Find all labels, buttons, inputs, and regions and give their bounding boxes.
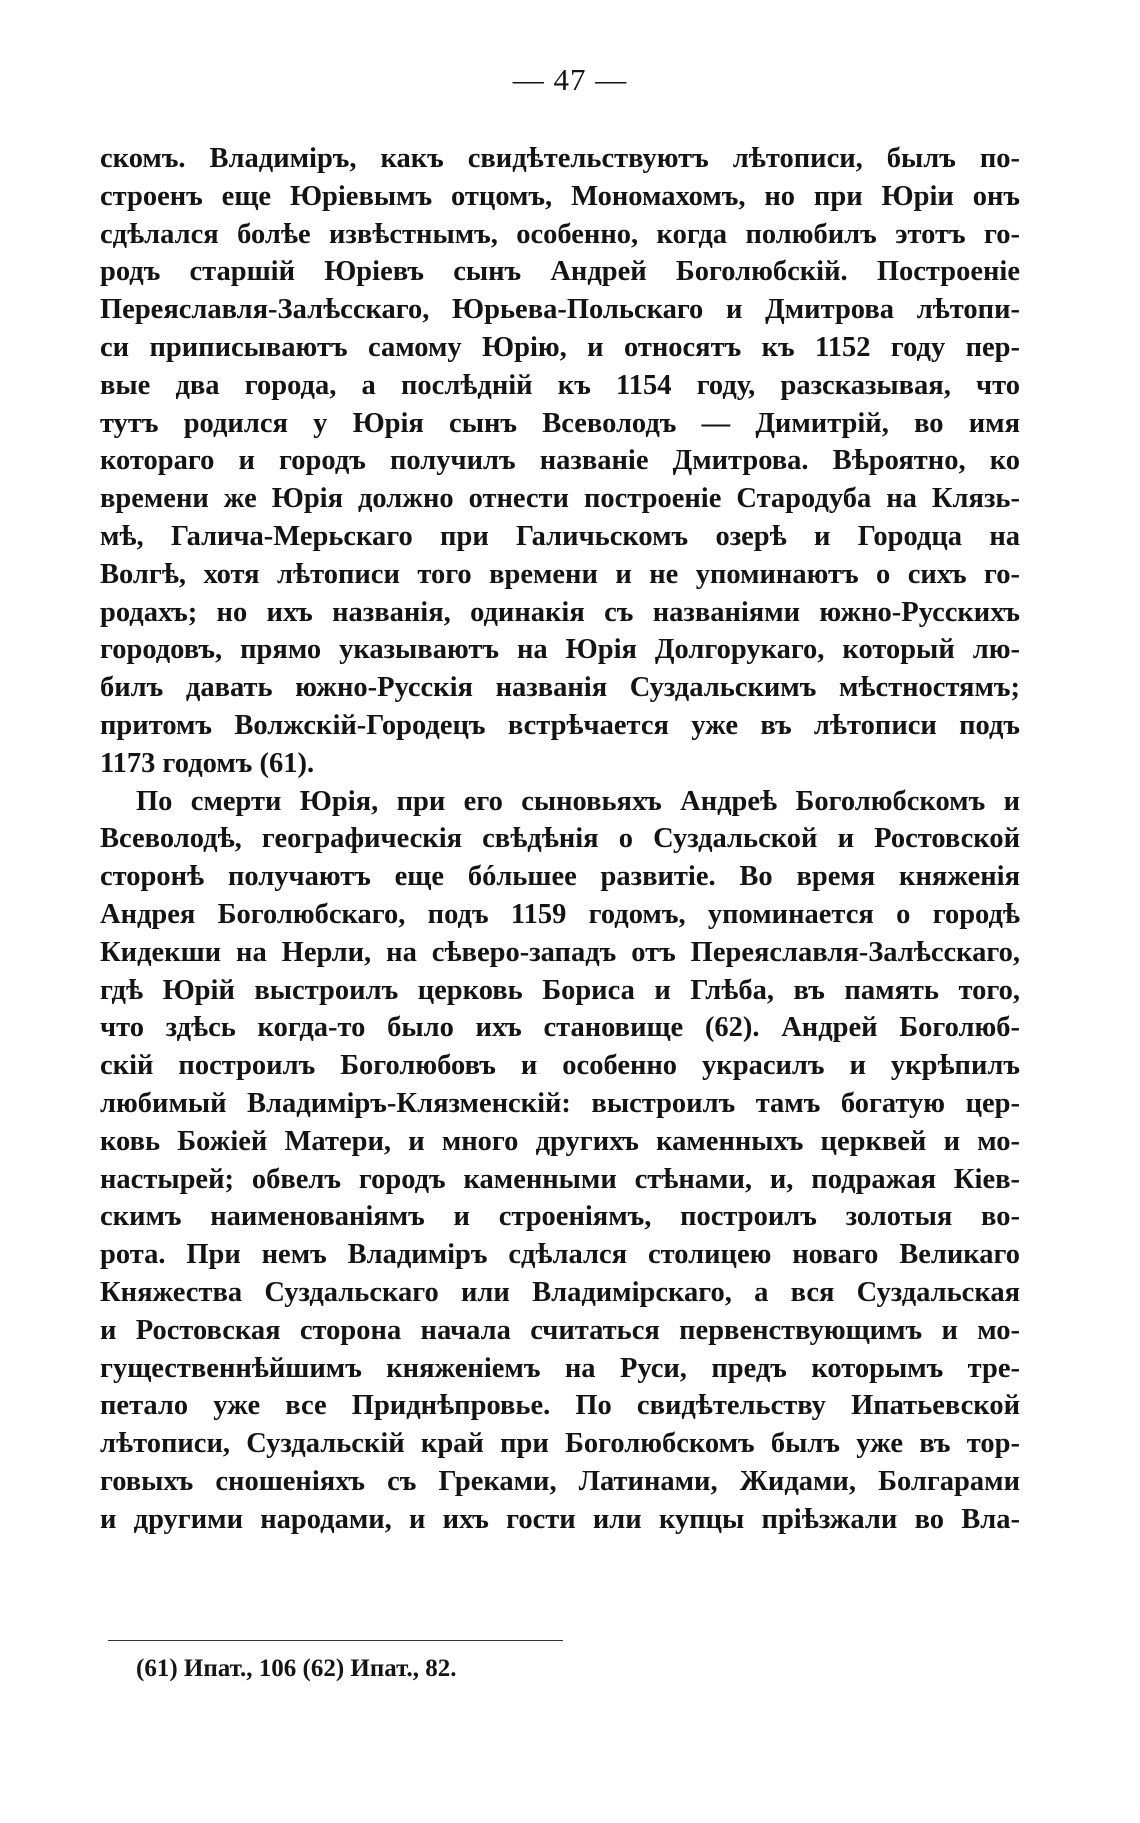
text-line: притомъ Волжскій-Городецъ встрѣчается уже въ лѣтописи подъ: [100, 709, 1020, 741]
text-line: что здѣсь когда-то было ихъ становище (62). Андрей Боголюб-: [100, 1012, 1020, 1044]
text-line: настырей; обвелъ городъ каменными стѣнами, и, подражая Кіев-: [100, 1163, 1020, 1195]
text-line: тутъ родился у Юрія сынъ Всеволодъ — Димитрій, во имя: [100, 407, 1020, 439]
text-line: родъ старшій Юріевъ сынъ Андрей Боголюбскій. Построеніе: [100, 256, 1020, 288]
text-line: си приписываютъ самому Юрію, и относятъ къ 1152 году пер-: [100, 331, 1020, 363]
text-line: Всеволодѣ, географическія свѣдѣнія о Суздальской и Ростовской: [100, 823, 1020, 855]
text-line: времени же Юрія должно отнести построеніе Стародуба на Клязь-: [100, 483, 1020, 515]
text-line: Андрея Боголюбскаго, подъ 1159 годомъ, упоминается о городѣ: [100, 898, 1020, 930]
text-line: скій построилъ Боголюбовъ и особенно украсилъ и укрѣпилъ: [100, 1050, 1020, 1082]
text-line: гущественнѣйшимъ княженіемъ на Руси, предъ которымъ тре-: [100, 1352, 1020, 1384]
text-line: скимъ наименованіямъ и строеніямъ, построилъ золотыя во-: [100, 1201, 1020, 1233]
text-line: говыхъ сношеніяхъ съ Греками, Латинами, Жидами, Болгарами: [100, 1465, 1020, 1497]
text-line: петало уже все Приднѣпровье. По свидѣтельству Ипатьевской: [100, 1390, 1020, 1422]
text-line: котораго и городъ получилъ названіе Дмитрова. Вѣроятно, ко: [100, 445, 1020, 477]
text-line: мѣ, Галича-Мерьскаго при Галичьскомъ озерѣ и Городца на: [100, 520, 1020, 552]
text-line: ковь Божіей Матери, и много другихъ каменныхъ церквей и мо-: [100, 1125, 1020, 1157]
text-line: сдѣлался болѣе извѣстнымъ, особенно, когда полюбилъ этотъ го-: [100, 218, 1020, 250]
footnotes: (61) Ипат., 106 (62) Ипат., 82.: [136, 1655, 457, 1682]
text-line: родахъ; но ихъ названія, одинакія съ названіями южно-Русскихъ: [100, 596, 1020, 628]
text-line: Княжества Суздальскаго или Владимірскаго, а вся Суздальская: [100, 1276, 1020, 1308]
text-line: вые два города, а послѣдній къ 1154 году, разсказывая, что: [100, 369, 1020, 401]
text-line: строенъ еще Юріевымъ отцомъ, Мономахомъ, но при Юріи онъ: [100, 180, 1020, 212]
paragraph-end-line: 1173 годомъ (61).: [100, 747, 315, 779]
text-line: городовъ, прямо указываютъ на Юрія Долгорукаго, который лю-: [100, 634, 1020, 666]
main-text: [100, 140, 1020, 1538]
footnote-divider: [108, 1640, 563, 1641]
text-line: и другими народами, и ихъ гости или купцы пріѣзжали во Вла-: [100, 1503, 1020, 1535]
paragraph-start-line: По смерти Юрія, при его сыновьяхъ Андреѣ Боголюбскомъ и: [136, 785, 1020, 817]
text-line: Переяславля-Залѣсскаго, Юрьева-Польскаго и Дмитрова лѣтопи-: [100, 294, 1020, 326]
text-line: рота. При немъ Владиміръ сдѣлался столицею новаго Великаго: [100, 1239, 1020, 1271]
text-line: Кидекши на Нерли, на сѣверо-западъ отъ Переяславля-Залѣсскаго,: [100, 936, 1020, 968]
text-line: сторонѣ получаютъ еще бóльшее развитіе. Во время княженія: [100, 861, 1020, 893]
text-line: любимый Владиміръ-Клязменскій: выстроилъ тамъ богатую цер-: [100, 1087, 1020, 1119]
text-line: лѣтописи, Суздальскій край при Боголюбскомъ былъ уже въ тор-: [100, 1428, 1020, 1460]
text-line: и Ростовская сторона начала считаться первенствующимъ и мо-: [100, 1314, 1020, 1346]
text-line: Волгѣ, хотя лѣтописи того времени и не упоминаютъ о сихъ го-: [100, 558, 1020, 590]
page-number: — 47 —: [512, 62, 628, 97]
text-line: билъ давать южно-Русскія названія Суздальскимъ мѣстностямъ;: [100, 672, 1020, 704]
text-line: гдѣ Юрій выстроилъ церковь Бориса и Глѣба, въ память того,: [100, 974, 1020, 1006]
text-line: скомъ. Владиміръ, какъ свидѣтельствуютъ лѣтописи, былъ по-: [100, 143, 1020, 174]
